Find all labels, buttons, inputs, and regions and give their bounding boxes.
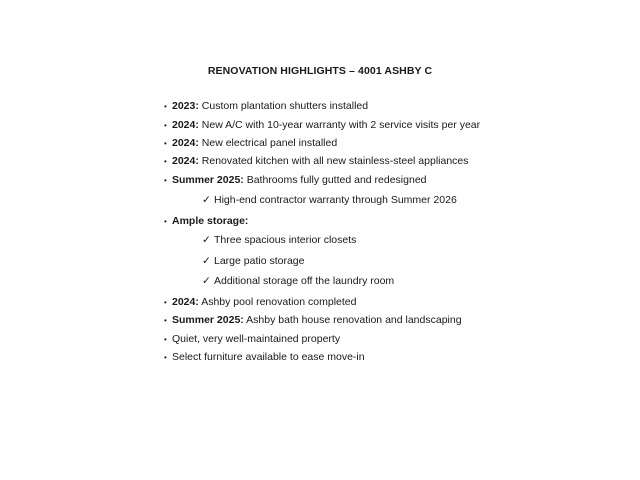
item-lead: Ample storage:	[172, 215, 249, 227]
item-lead: 2023:	[172, 100, 199, 112]
bullet-icon: •	[164, 102, 167, 111]
list-item	[164, 215, 249, 228]
item-text: Quiet, very well-maintained property	[172, 333, 341, 345]
item-text: Ashby bath house renovation and landscaping	[243, 314, 462, 326]
sub-item-text: High-end contractor warranty through Summer 2026	[214, 194, 457, 206]
item-text: Select furniture available to ease move-in	[172, 351, 365, 363]
list-item	[164, 155, 469, 168]
item-lead: Summer 2025:	[172, 314, 244, 326]
checkmark-icon: ✓	[202, 275, 211, 287]
sub-item-text: Large patio storage	[214, 255, 305, 267]
item-lead: Summer 2025:	[172, 174, 244, 186]
item-lead: 2024:	[172, 137, 199, 149]
checkmark-icon: ✓	[202, 194, 211, 206]
bullet-icon: •	[164, 316, 167, 325]
item-text: Ashby pool renovation completed	[198, 296, 357, 308]
item-lead: 2024:	[172, 155, 199, 167]
list-item	[164, 351, 365, 364]
item-text: Bathrooms fully gutted and redesigned	[243, 174, 427, 186]
checkmark-icon: ✓	[202, 255, 211, 267]
list-item	[164, 333, 341, 346]
bullet-icon: •	[164, 353, 167, 362]
bullet-icon: •	[164, 139, 167, 148]
list-item	[164, 100, 369, 113]
item-text: Custom plantation shutters installed	[198, 100, 369, 112]
item-text: Renovated kitchen with all new stainless-steel appliances	[198, 155, 469, 167]
sub-item	[202, 255, 304, 268]
document-title: RENOVATION HIGHLIGHTS – 4001 ASHBY C	[207, 65, 433, 77]
list-item	[164, 296, 357, 309]
bullet-icon: •	[164, 176, 167, 185]
sub-item	[202, 194, 457, 207]
list-item	[164, 137, 338, 150]
sub-item	[202, 275, 394, 288]
item-text: New electrical panel installed	[198, 137, 338, 149]
bullet-icon: •	[164, 335, 167, 344]
item-lead: 2024:	[172, 296, 199, 308]
list-item	[164, 314, 462, 327]
checkmark-icon: ✓	[202, 234, 211, 246]
sub-item-text: Three spacious interior closets	[214, 234, 357, 246]
item-text: New A/C with 10-year warranty with 2 service visits per year	[198, 119, 481, 131]
sub-item	[202, 234, 356, 247]
bullet-icon: •	[164, 121, 167, 130]
bullet-icon: •	[164, 157, 167, 166]
sub-item-text: Additional storage off the laundry room	[214, 275, 395, 287]
list-item	[164, 174, 427, 187]
bullet-icon: •	[164, 217, 167, 226]
item-lead: 2024:	[172, 119, 199, 131]
bullet-icon: •	[164, 298, 167, 307]
list-item	[164, 119, 481, 132]
